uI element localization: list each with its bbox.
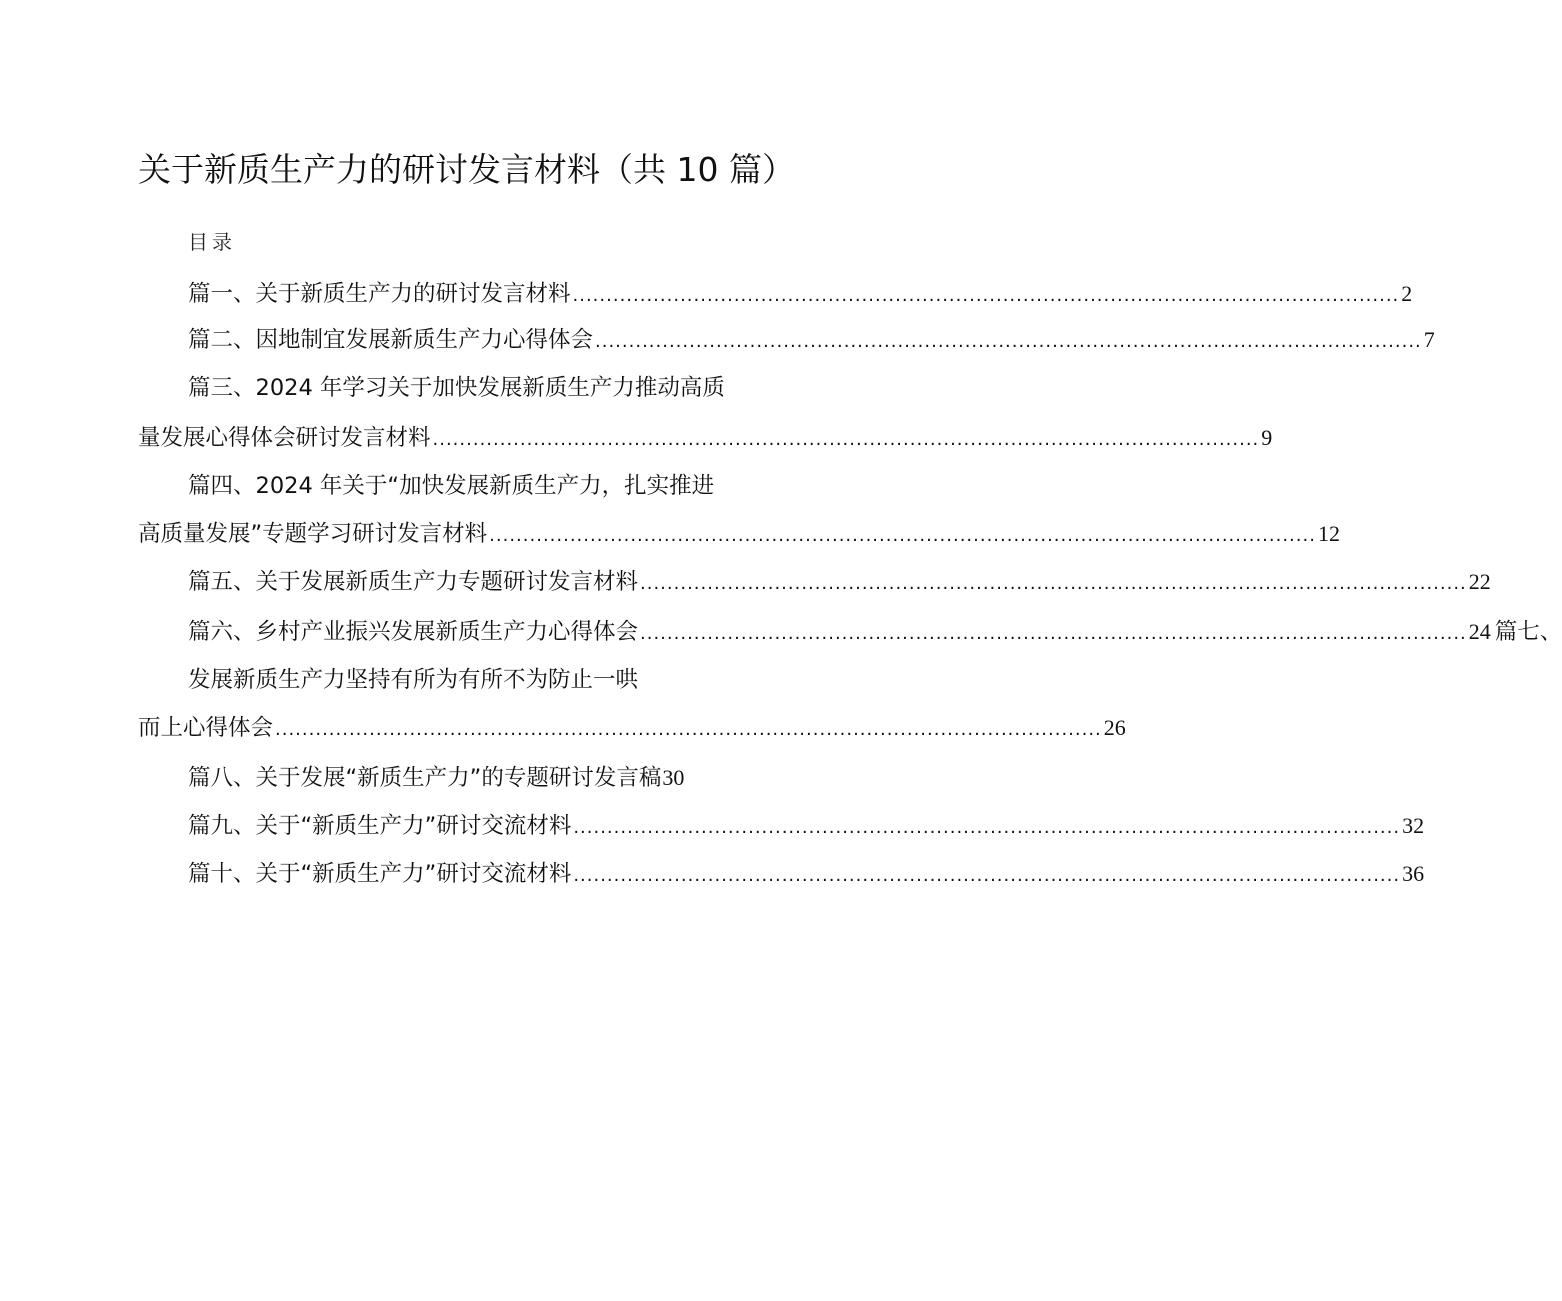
toc-entry-title: 发展新质生产力坚持有所为有所不为防止一哄 (188, 667, 639, 693)
toc-entry-7[interactable] (188, 664, 658, 696)
toc-page-number: 22 (1468, 569, 1491, 594)
toc-page-number: 12 (1317, 521, 1340, 546)
toc-entry-title: 篇十、关于“新质生产力”研讨交流材料 (188, 861, 572, 887)
toc-leader-dots: ........................................................................................................................... (595, 331, 1422, 352)
toc-leader-dots: ........................................................................................................................... (640, 623, 1467, 644)
toc-entry-5[interactable] (188, 566, 1491, 600)
toc-page-number: 26 (1103, 715, 1126, 740)
toc-entry-title: 篇二、因地制宜发展新质生产力心得体会 (188, 327, 594, 353)
toc-page-number: 9 (1261, 425, 1273, 450)
toc-entry-title: 篇八、关于发展“新质生产力”的专题研讨发言稿 (188, 765, 662, 791)
toc-entry-2[interactable] (188, 324, 1435, 358)
toc-page-number: 7 (1423, 327, 1435, 352)
toc-leader-dots: ........................................................................................................................... (573, 817, 1401, 838)
toc-entry-title: 篇四、2024 年关于“加快发展新质生产力，扎实推进 (188, 473, 715, 499)
toc-entry-7-continuation[interactable] (138, 712, 1126, 746)
toc-entry-3[interactable] (188, 372, 748, 404)
toc-heading: 目录 (188, 230, 236, 254)
toc-entry-title: 篇一、关于新质生产力的研讨发言材料 (188, 281, 571, 307)
toc-entry-title-continued: 而上心得体会 (138, 715, 274, 741)
toc-entry-title: 篇五、关于发展新质生产力专题研讨发言材料 (188, 569, 639, 595)
toc-leader-dots: ........................................................................................................................... (640, 573, 1467, 594)
toc-entry-4-continuation[interactable] (138, 518, 1340, 552)
toc-leader-dots: ........................................................................................................................... (572, 285, 1400, 306)
document-title: 关于新质生产力的研讨发言材料（共 10 篇） (138, 150, 795, 189)
toc-page-number: 32 (1402, 813, 1425, 838)
toc-leader-dots: ........................................................................................................................... (573, 865, 1401, 886)
toc-entry-title: 篇六、乡村产业振兴发展新质生产力心得体会 (188, 619, 639, 645)
toc-entry-title: 篇三、2024 年学习关于加快发展新质生产力推动高质 (188, 375, 725, 401)
toc-page-number: 36 (1402, 861, 1425, 886)
toc-entry-8[interactable] (188, 762, 733, 794)
toc-entry-1[interactable] (188, 278, 1413, 312)
toc-page-number: 2 (1401, 281, 1413, 306)
toc-entry-title: 篇九、关于“新质生产力”研讨交流材料 (188, 813, 572, 839)
toc-leader-dots: ........................................................................................................................... (432, 429, 1260, 450)
toc-leader-dots: ........................................................................................................................... (489, 525, 1316, 546)
toc-entry-9[interactable] (188, 810, 1425, 844)
toc-page-number: 30 (662, 765, 685, 790)
toc-entry-6[interactable] (188, 616, 1562, 650)
toc-page-number: 24 (1468, 619, 1491, 644)
toc-leader-dots: ........................................................................................................................... (275, 719, 1102, 740)
toc-entry-7-prefix: 篇七、 (1494, 619, 1562, 645)
toc-entry-title-continued: 量发展心得体会研讨发言材料 (138, 425, 431, 451)
toc-entry-10[interactable] (188, 858, 1425, 892)
toc-entry-3-continuation[interactable] (138, 422, 1273, 456)
toc-entry-title-continued: 高质量发展”专题学习研讨发言材料 (138, 521, 488, 547)
toc-entry-4[interactable] (188, 470, 748, 502)
